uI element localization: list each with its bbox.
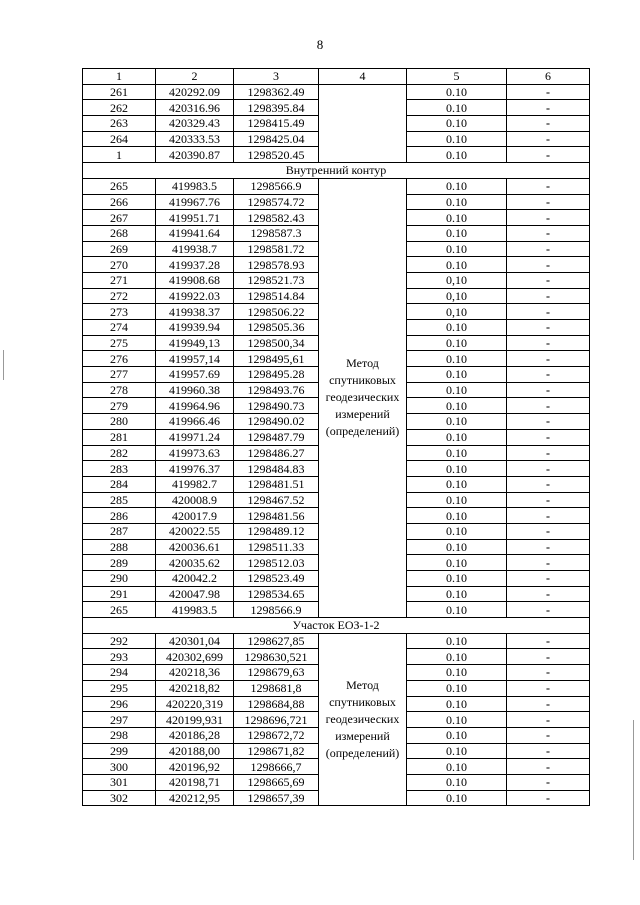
accuracy-value: 0.10	[407, 225, 507, 241]
coord-y: 1298511.33	[234, 539, 319, 555]
coord-x: 420042.2	[156, 571, 234, 587]
accuracy-value: 0.10	[407, 335, 507, 351]
table-row	[83, 178, 590, 194]
note-value: -	[507, 147, 590, 163]
note-value: -	[507, 712, 590, 728]
column-header: 4	[319, 69, 407, 85]
coord-y: 1298490.73	[234, 398, 319, 414]
accuracy-value: 0.10	[407, 84, 507, 100]
coord-x: 420301,04	[156, 633, 234, 649]
column-header: 6	[507, 69, 590, 85]
accuracy-value: 0.10	[407, 727, 507, 743]
coord-y: 1298415.49	[234, 116, 319, 132]
coord-y: 1298671,82	[234, 743, 319, 759]
accuracy-value: 0.10	[407, 351, 507, 367]
scan-edge-mark	[633, 720, 634, 860]
section-title: Внутренний контур	[83, 163, 590, 179]
point-number: 290	[83, 571, 156, 587]
accuracy-value: 0.10	[407, 712, 507, 728]
coord-y: 1298506.22	[234, 304, 319, 320]
coord-x: 419967.76	[156, 194, 234, 210]
note-value: -	[507, 461, 590, 477]
coord-y: 1298490.02	[234, 414, 319, 430]
point-number: 294	[83, 665, 156, 681]
point-number: 302	[83, 790, 156, 806]
accuracy-value: 0.10	[407, 398, 507, 414]
point-number: 301	[83, 774, 156, 790]
coord-x: 419922.03	[156, 288, 234, 304]
coord-y: 1298521.73	[234, 272, 319, 288]
coord-x: 419939.94	[156, 320, 234, 336]
point-number: 286	[83, 508, 156, 524]
accuracy-value: 0.10	[407, 665, 507, 681]
note-value: -	[507, 320, 590, 336]
table-row	[83, 633, 590, 649]
point-number: 284	[83, 476, 156, 492]
coord-x: 419957,14	[156, 351, 234, 367]
note-value: -	[507, 539, 590, 555]
coord-x: 420188,00	[156, 743, 234, 759]
coord-x: 420220,319	[156, 696, 234, 712]
coord-x: 420390.87	[156, 147, 234, 163]
table-header-row	[83, 69, 590, 85]
coord-x: 419937.28	[156, 257, 234, 273]
accuracy-value: 0.10	[407, 774, 507, 790]
coord-x: 420196,92	[156, 759, 234, 775]
coord-x: 419971.24	[156, 429, 234, 445]
note-value: -	[507, 288, 590, 304]
accuracy-value: 0.10	[407, 743, 507, 759]
note-value: -	[507, 445, 590, 461]
coord-y: 1298666,7	[234, 759, 319, 775]
accuracy-value: 0.10	[407, 602, 507, 618]
column-header: 3	[234, 69, 319, 85]
coord-x: 419960.38	[156, 382, 234, 398]
coord-y: 1298505.36	[234, 320, 319, 336]
coord-y: 1298582.43	[234, 210, 319, 226]
accuracy-value: 0.10	[407, 429, 507, 445]
section-title: Участок ЕОЗ-1-2	[83, 618, 590, 634]
accuracy-value: 0.10	[407, 523, 507, 539]
accuracy-value: 0.10	[407, 100, 507, 116]
coord-x: 420316.96	[156, 100, 234, 116]
section-header-row	[83, 618, 590, 634]
note-value: -	[507, 131, 590, 147]
coord-y: 1298486.27	[234, 445, 319, 461]
note-value: -	[507, 429, 590, 445]
note-value: -	[507, 665, 590, 681]
point-number: 298	[83, 727, 156, 743]
coord-y: 1298581.72	[234, 241, 319, 257]
coord-y: 1298566.9	[234, 602, 319, 618]
coord-x: 420035.62	[156, 555, 234, 571]
point-number: 291	[83, 586, 156, 602]
note-value: -	[507, 523, 590, 539]
page-number: 8	[316, 37, 324, 52]
point-number: 293	[83, 649, 156, 665]
coord-x: 419951.71	[156, 210, 234, 226]
coord-x: 420199,931	[156, 712, 234, 728]
coord-y: 1298627,85	[234, 633, 319, 649]
coord-y: 1298587.3	[234, 225, 319, 241]
point-number: 282	[83, 445, 156, 461]
coord-x: 420047.98	[156, 586, 234, 602]
coord-x: 420008.9	[156, 492, 234, 508]
coord-x: 420329.43	[156, 116, 234, 132]
coord-x: 419938.37	[156, 304, 234, 320]
note-value: -	[507, 398, 590, 414]
coord-y: 1298630,521	[234, 649, 319, 665]
point-number: 272	[83, 288, 156, 304]
note-value: -	[507, 571, 590, 587]
point-number: 285	[83, 492, 156, 508]
column-header: 1	[83, 69, 156, 85]
note-value: -	[507, 210, 590, 226]
point-number: 263	[83, 116, 156, 132]
accuracy-value: 0.10	[407, 759, 507, 775]
coord-y: 1298425.04	[234, 131, 319, 147]
accuracy-value: 0.10	[407, 382, 507, 398]
table-row	[83, 84, 590, 100]
coord-x: 420186,28	[156, 727, 234, 743]
note-value: -	[507, 727, 590, 743]
note-value: -	[507, 633, 590, 649]
method-cell	[319, 84, 407, 162]
note-value: -	[507, 178, 590, 194]
point-number: 287	[83, 523, 156, 539]
accuracy-value: 0.10	[407, 461, 507, 477]
column-header: 2	[156, 69, 234, 85]
accuracy-value: 0,10	[407, 272, 507, 288]
point-number: 265	[83, 602, 156, 618]
coord-x: 419908.68	[156, 272, 234, 288]
coord-y: 1298696,721	[234, 712, 319, 728]
coord-y: 1298489.12	[234, 523, 319, 539]
point-number: 275	[83, 335, 156, 351]
coord-y: 1298481.56	[234, 508, 319, 524]
point-number: 277	[83, 367, 156, 383]
accuracy-value: 0.10	[407, 194, 507, 210]
point-number: 280	[83, 414, 156, 430]
coord-y: 1298684,88	[234, 696, 319, 712]
accuracy-value: 0.10	[407, 178, 507, 194]
note-value: -	[507, 790, 590, 806]
accuracy-value: 0,10	[407, 304, 507, 320]
accuracy-value: 0.10	[407, 257, 507, 273]
coord-x: 419982.7	[156, 476, 234, 492]
coord-y: 1298523.49	[234, 571, 319, 587]
point-number: 279	[83, 398, 156, 414]
coord-x: 419976.37	[156, 461, 234, 477]
accuracy-value: 0.10	[407, 492, 507, 508]
coord-x: 420333.53	[156, 131, 234, 147]
accuracy-value: 0.10	[407, 680, 507, 696]
point-number: 270	[83, 257, 156, 273]
method-cell: Метод спутниковых геодезических измерений (определений)	[319, 178, 407, 617]
accuracy-value: 0.10	[407, 633, 507, 649]
coord-x: 419949,13	[156, 335, 234, 351]
accuracy-value: 0.10	[407, 116, 507, 132]
method-cell: Метод спутниковых геодезических измерений (определений)	[319, 633, 407, 806]
point-number: 268	[83, 225, 156, 241]
note-value: -	[507, 696, 590, 712]
point-number: 297	[83, 712, 156, 728]
accuracy-value: 0.10	[407, 790, 507, 806]
coord-x: 419983.5	[156, 602, 234, 618]
column-header: 5	[407, 69, 507, 85]
coord-y: 1298395.84	[234, 100, 319, 116]
accuracy-value: 0.10	[407, 131, 507, 147]
coord-x: 420302,699	[156, 649, 234, 665]
coord-x: 419964.96	[156, 398, 234, 414]
coord-x: 420292.09	[156, 84, 234, 100]
note-value: -	[507, 774, 590, 790]
note-value: -	[507, 194, 590, 210]
point-number: 269	[83, 241, 156, 257]
coord-y: 1298566.9	[234, 178, 319, 194]
accuracy-value: 0.10	[407, 571, 507, 587]
coord-y: 1298493.76	[234, 382, 319, 398]
point-number: 1	[83, 147, 156, 163]
note-value: -	[507, 586, 590, 602]
note-value: -	[507, 492, 590, 508]
coord-y: 1298657,39	[234, 790, 319, 806]
accuracy-value: 0.10	[407, 367, 507, 383]
note-value: -	[507, 335, 590, 351]
note-value: -	[507, 272, 590, 288]
point-number: 273	[83, 304, 156, 320]
point-number: 278	[83, 382, 156, 398]
accuracy-value: 0.10	[407, 147, 507, 163]
point-number: 262	[83, 100, 156, 116]
accuracy-value: 0.10	[407, 414, 507, 430]
accuracy-value: 0.10	[407, 445, 507, 461]
point-number: 295	[83, 680, 156, 696]
note-value: -	[507, 304, 590, 320]
accuracy-value: 0.10	[407, 210, 507, 226]
coord-x: 419983.5	[156, 178, 234, 194]
note-value: -	[507, 602, 590, 618]
note-value: -	[507, 225, 590, 241]
coord-y: 1298672,72	[234, 727, 319, 743]
section-header-row	[83, 163, 590, 179]
point-number: 265	[83, 178, 156, 194]
coord-x: 420212,95	[156, 790, 234, 806]
note-value: -	[507, 367, 590, 383]
point-number: 289	[83, 555, 156, 571]
coord-x: 420036.61	[156, 539, 234, 555]
coord-x: 420022.55	[156, 523, 234, 539]
coord-x: 419941.64	[156, 225, 234, 241]
coord-y: 1298500,34	[234, 335, 319, 351]
coord-x: 420218,82	[156, 680, 234, 696]
coord-y: 1298362.49	[234, 84, 319, 100]
note-value: -	[507, 743, 590, 759]
coord-y: 1298665,69	[234, 774, 319, 790]
point-number: 261	[83, 84, 156, 100]
coord-y: 1298578.93	[234, 257, 319, 273]
point-number: 264	[83, 131, 156, 147]
note-value: -	[507, 351, 590, 367]
coord-y: 1298520.45	[234, 147, 319, 163]
coord-y: 1298484.83	[234, 461, 319, 477]
note-value: -	[507, 241, 590, 257]
accuracy-value: 0,10	[407, 288, 507, 304]
coord-x: 420017.9	[156, 508, 234, 524]
point-number: 292	[83, 633, 156, 649]
coord-y: 1298514.84	[234, 288, 319, 304]
coord-y: 1298679,63	[234, 665, 319, 681]
note-value: -	[507, 476, 590, 492]
coordinates-table	[82, 68, 590, 806]
coord-x: 419973.63	[156, 445, 234, 461]
point-number: 296	[83, 696, 156, 712]
point-number: 266	[83, 194, 156, 210]
accuracy-value: 0.10	[407, 508, 507, 524]
accuracy-value: 0.10	[407, 696, 507, 712]
accuracy-value: 0.10	[407, 555, 507, 571]
note-value: -	[507, 116, 590, 132]
point-number: 267	[83, 210, 156, 226]
point-number: 288	[83, 539, 156, 555]
coord-x: 419957.69	[156, 367, 234, 383]
scan-edge-mark	[3, 350, 4, 380]
point-number: 276	[83, 351, 156, 367]
point-number: 274	[83, 320, 156, 336]
note-value: -	[507, 680, 590, 696]
note-value: -	[507, 759, 590, 775]
point-number: 271	[83, 272, 156, 288]
note-value: -	[507, 508, 590, 524]
coord-y: 1298467.52	[234, 492, 319, 508]
accuracy-value: 0.10	[407, 241, 507, 257]
coord-y: 1298574.72	[234, 194, 319, 210]
point-number: 299	[83, 743, 156, 759]
coord-x: 419938.7	[156, 241, 234, 257]
note-value: -	[507, 649, 590, 665]
note-value: -	[507, 84, 590, 100]
coord-y: 1298512.03	[234, 555, 319, 571]
note-value: -	[507, 382, 590, 398]
accuracy-value: 0.10	[407, 320, 507, 336]
coord-y: 1298534.65	[234, 586, 319, 602]
note-value: -	[507, 414, 590, 430]
coord-y: 1298487.79	[234, 429, 319, 445]
point-number: 283	[83, 461, 156, 477]
coord-x: 420198,71	[156, 774, 234, 790]
accuracy-value: 0.10	[407, 476, 507, 492]
coord-y: 1298495,61	[234, 351, 319, 367]
coord-x: 420218,36	[156, 665, 234, 681]
coord-y: 1298481.51	[234, 476, 319, 492]
coord-y: 1298681,8	[234, 680, 319, 696]
coord-x: 419966.46	[156, 414, 234, 430]
accuracy-value: 0.10	[407, 586, 507, 602]
point-number: 281	[83, 429, 156, 445]
point-number: 300	[83, 759, 156, 775]
coord-y: 1298495.28	[234, 367, 319, 383]
accuracy-value: 0.10	[407, 649, 507, 665]
note-value: -	[507, 555, 590, 571]
note-value: -	[507, 257, 590, 273]
accuracy-value: 0.10	[407, 539, 507, 555]
note-value: -	[507, 100, 590, 116]
